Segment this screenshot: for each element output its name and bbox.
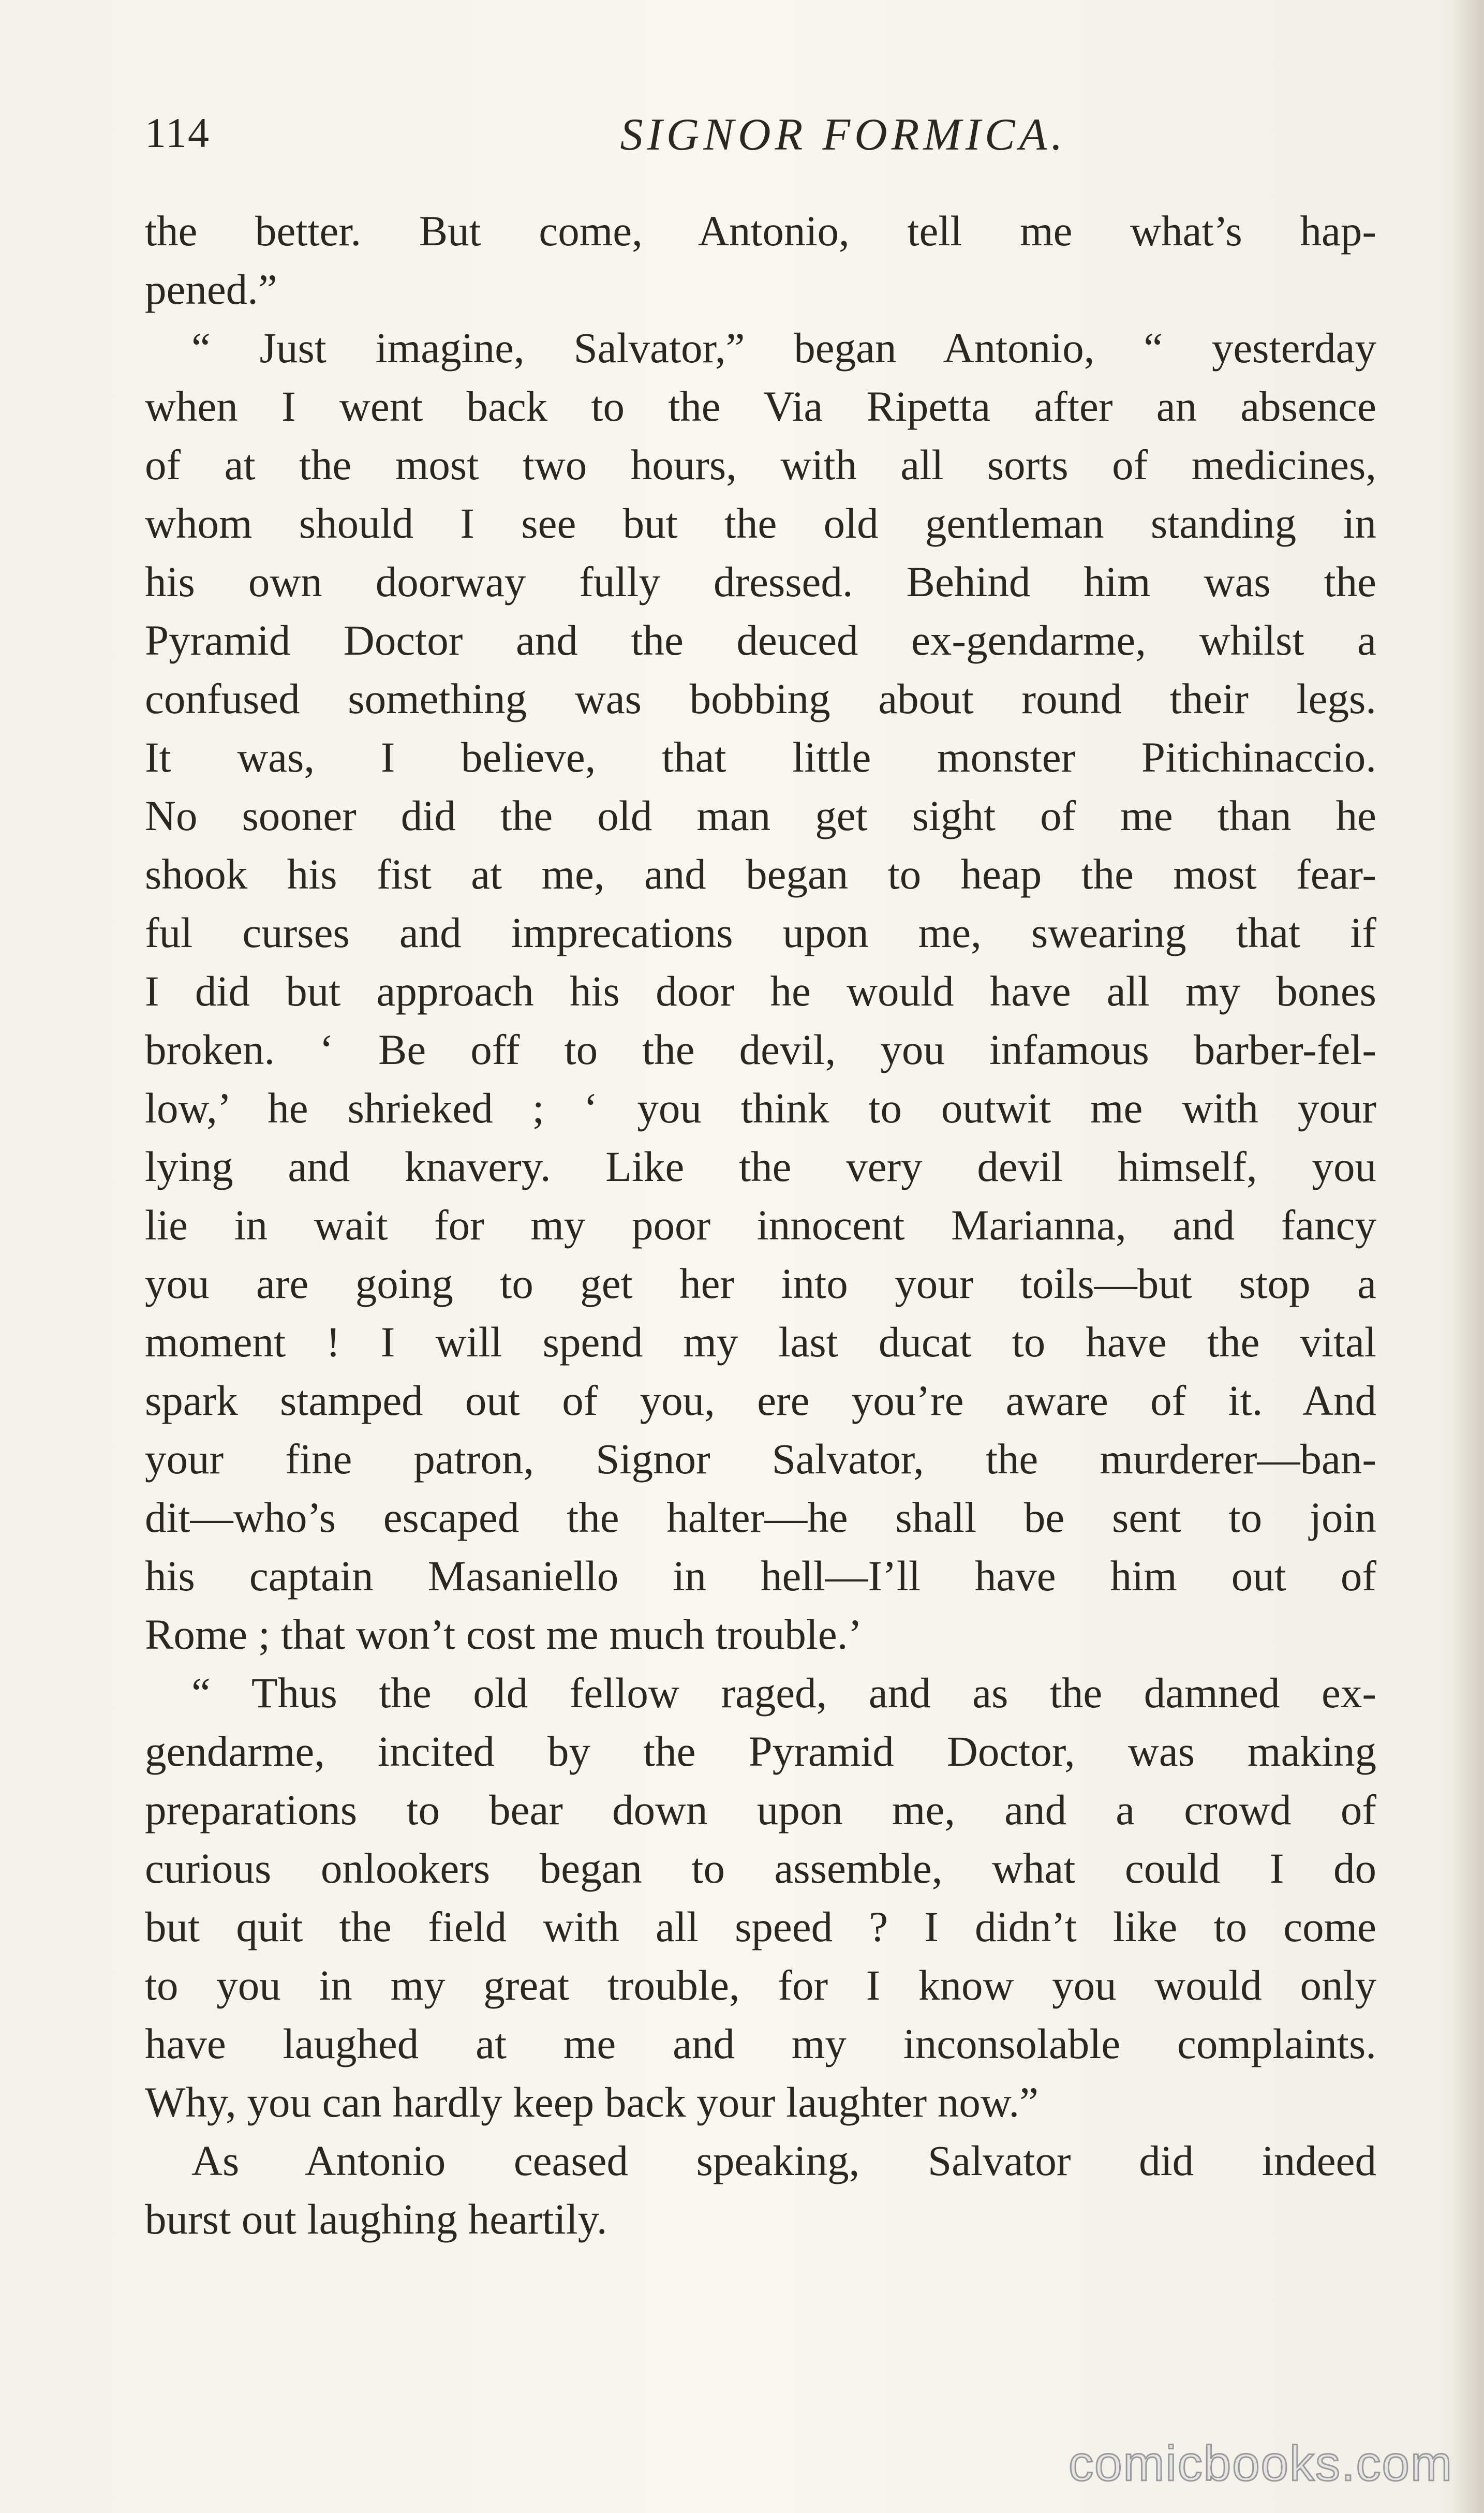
text-line: gendarme, incited by the Pyramid Doctor, was making <box>145 1727 1376 1775</box>
text-line: preparations to bear down upon me, and a crowd of <box>145 1786 1376 1834</box>
text-line: you are going to get her into your toils—but stop a <box>145 1260 1376 1307</box>
text-line: “ Thus the old fellow raged, and as the damned ex- <box>191 1669 1376 1717</box>
text-line: moment ! I will spend my last ducat to have the vital <box>145 1318 1376 1366</box>
text-line: No sooner did the old man get sight of me than he <box>145 792 1376 839</box>
text-line: your fine patron, Signor Salvator, the murderer—ban- <box>145 1435 1376 1483</box>
page-edge-shadow <box>1453 0 1484 2513</box>
text-line: Rome ; that won’t cost me much trouble.’ <box>145 1610 863 1658</box>
running-title: SIGNOR FORMICA. <box>620 110 1067 160</box>
text-line: confused something was bobbing about round their legs. <box>145 675 1376 722</box>
text-line: broken. ‘ Be off to the devil, you infamous barber-fel- <box>145 1026 1376 1073</box>
running-head <box>145 109 1376 171</box>
text-line: burst out laughing heartily. <box>145 2195 607 2243</box>
text-line: whom should I see but the old gentleman standing in <box>145 499 1376 547</box>
text-line: curious onlookers began to assemble, what could I do <box>145 1844 1376 1892</box>
text-line: when I went back to the Via Ripetta after an absence <box>145 382 1376 430</box>
text-line: dit—who’s escaped the halter—he shall be sent to join <box>145 1494 1376 1541</box>
text-line: Why, you can hardly keep back your laughter now.” <box>145 2078 1038 2126</box>
text-line: lie in wait for my poor innocent Marianna, and fancy <box>145 1201 1376 1249</box>
text-line: have laughed at me and my inconsolable complaints. <box>145 2020 1376 2067</box>
text-line: ful curses and imprecations upon me, swearing that if <box>145 909 1376 956</box>
text-line: his own doorway fully dressed. Behind him was the <box>145 558 1376 605</box>
text-line: his captain Masaniello in hell—I’ll have him out of <box>145 1552 1376 1600</box>
text-line: shook his fist at me, and began to heap the most fear- <box>145 850 1376 898</box>
text-line: “ Just imagine, Salvator,” began Antonio, “ yesterday <box>191 324 1376 372</box>
text-line: lying and knavery. Like the very devil himself, you <box>145 1143 1376 1190</box>
body-text <box>145 202 1376 2249</box>
text-line: It was, I believe, that little monster Pitichinaccio. <box>145 733 1376 781</box>
text-line: but quit the field with all speed ? I didn’t like to come <box>145 1903 1376 1950</box>
watermark: comicbooks.com <box>1069 2436 1453 2491</box>
text-line: I did but approach his door he would have all my bones <box>145 967 1376 1015</box>
text-line: the better. But come, Antonio, tell me what’s hap- <box>145 207 1376 255</box>
text-line: to you in my great trouble, for I know you would only <box>145 1961 1376 2009</box>
text-line: of at the most two hours, with all sorts of medicines, <box>145 441 1376 489</box>
text-line: pened.” <box>145 265 277 313</box>
text-line: Pyramid Doctor and the deuced ex-gendarme, whilst a <box>145 616 1376 664</box>
page-number: 114 <box>145 109 210 156</box>
text-line: low,’ he shrieked ; ‘ you think to outwit me with your <box>145 1084 1376 1132</box>
text-line: As Antonio ceased speaking, Salvator did indeed <box>191 2137 1376 2184</box>
text-line: spark stamped out of you, ere you’re aware of it. And <box>145 1377 1376 1424</box>
